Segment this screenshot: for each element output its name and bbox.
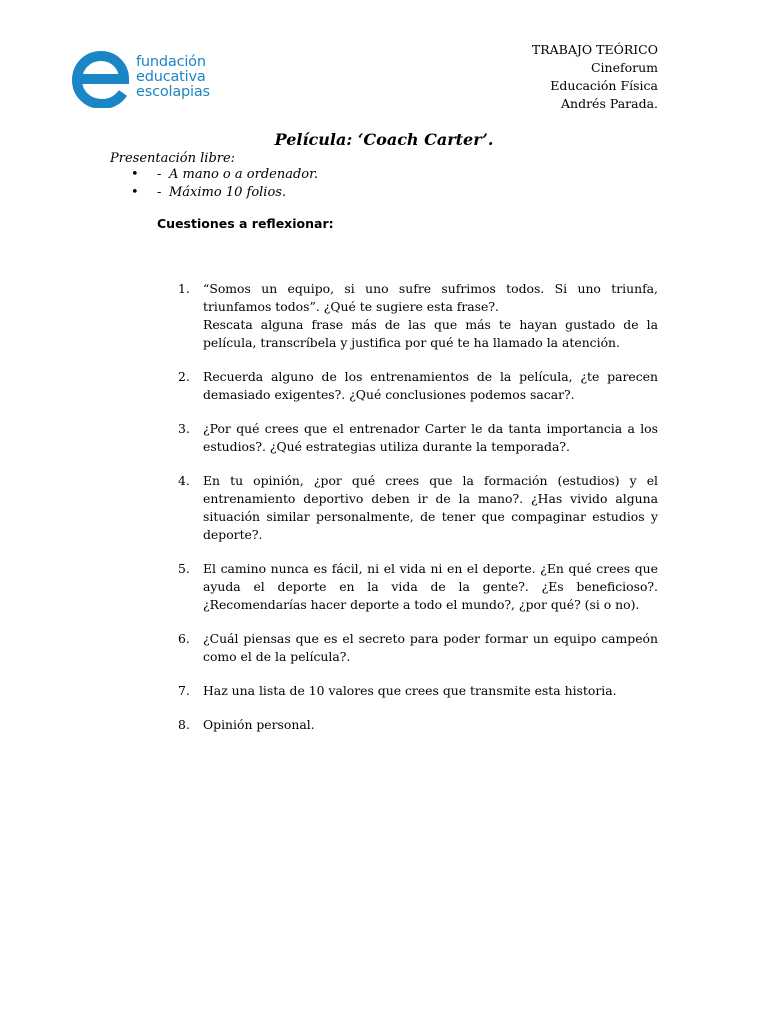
question-text: Opinión personal. [203,717,315,732]
question-text: El camino nunca es fácil, ni el vida ni en el deporte. ¿En qué crees que ayuda el deporte en la vida de la gente?. ¿Es beneficioso?. ¿Recomendarías hacer deporte a todo el mundo?, ¿por qué? (si o no). [203,561,658,612]
question-item [178,682,658,700]
bullet-icon: • [131,167,139,182]
logo-wordmark [136,55,210,100]
question-extra-text: Rescata alguna frase más de las que más te hayan gustado de la película, transcríbela y justifica por qué te ha llamado la atención. [203,317,658,350]
bullet-icon: • [131,185,139,200]
question-item [178,368,658,404]
question-number: 1. [178,281,190,296]
question-number: 6. [178,631,190,646]
bullet-item [131,166,318,184]
question-item [178,280,658,352]
logo-line: educativa [136,69,206,85]
bullet-text: Máximo 10 folios. [169,185,287,200]
fundacion-logo [70,46,230,108]
question-text: En tu opinión, ¿por qué crees que la formación (estudios) y el entrenamiento deportivo deben ir de la mano?. ¿Has vivido alguna situación similar personalmente, de tener que compaginar estudios y deporte?. [203,473,658,542]
question-number: 8. [178,717,190,732]
question-item [178,716,658,734]
header-line: Andrés Parada. [561,96,658,111]
question-text: “Somos un equipo, si uno sufre sufrimos todos. Si uno triunfa, triunfamos todos”. ¿Qué te sugiere esta frase?. [203,281,658,314]
question-item [178,472,658,544]
question-item [178,420,658,456]
presentation-bullets [131,166,318,202]
bullet-dash: - [157,167,162,182]
question-number: 5. [178,561,190,576]
logo-line: fundación [136,54,206,70]
question-text: ¿Por qué crees que el entrenador Carter le da tanta importancia a los estudios?. ¿Qué estrategias utiliza durante la temporada?. [203,421,658,454]
header-line: TRABAJO TEÓRICO [531,42,658,57]
header-line: Educación Física [550,78,658,93]
questions-list [178,280,658,750]
logo-line: escolapias [136,84,210,100]
fundacion-e-logo-icon [70,46,132,108]
question-text: Recuerda alguno de los entrenamientos de la película, ¿te parecen demasiado exigentes?. ¿Qué conclusiones podemos sacar?. [203,369,658,402]
question-number: 2. [178,369,190,384]
bullet-item [131,184,318,202]
question-text: Haz una lista de 10 valores que crees que transmite esta historia. [203,683,617,698]
presentation-label: Presentación libre: [110,151,236,166]
header-line: Cineforum [590,60,658,75]
question-number: 7. [178,683,190,698]
document-header [532,41,658,113]
question-item [178,630,658,666]
question-item [178,560,658,614]
film-title: Película: ‘Coach Carter’. [274,130,494,149]
question-number: 4. [178,473,190,488]
question-text: ¿Cuál piensas que es el secreto para poder formar un equipo campeón como el de la película?. [203,631,658,664]
questions-heading: Cuestiones a reflexionar: [157,216,334,231]
question-number: 3. [178,421,190,436]
bullet-dash: - [157,185,162,200]
bullet-text: A mano o a ordenador. [169,167,319,182]
